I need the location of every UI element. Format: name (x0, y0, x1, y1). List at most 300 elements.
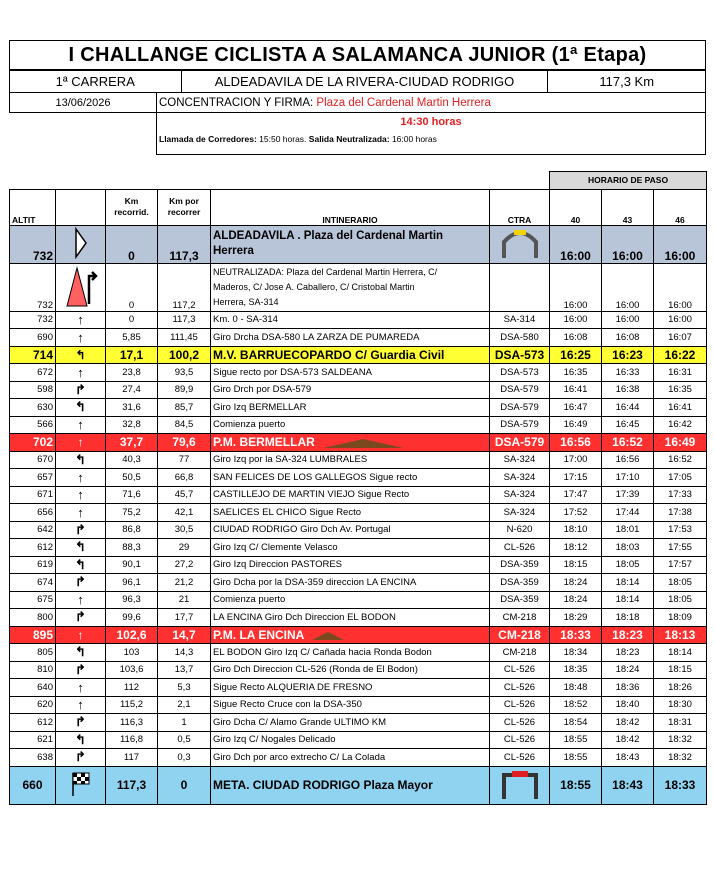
row-ctra: CM-218 (490, 644, 550, 662)
row-ctra: CL-526 (490, 749, 550, 767)
row-itinerario: Giro Dcha por la DSA-359 direccion LA ENCINA (211, 574, 490, 592)
row-km: 5,85 (106, 329, 158, 347)
turn-left-icon: ↰ (56, 556, 106, 574)
row-km: 116,8 (106, 731, 158, 749)
row-ctra: DSA-579 (490, 434, 550, 452)
row-time-40: 16:41 (550, 381, 602, 399)
straight-arrow-icon: ↑ (56, 434, 106, 452)
finish-itin: META. CIUDAD RODRIGO Plaza Mayor (211, 766, 490, 804)
row-time-40: 18:54 (550, 714, 602, 732)
straight-arrow-icon: ↑ (56, 504, 106, 522)
row-km: 71,6 (106, 486, 158, 504)
race-info-row (9, 70, 706, 93)
turn-right-icon: ↱ (56, 609, 106, 627)
finish-km: 117,3 (106, 766, 158, 804)
row-km: 75,2 (106, 504, 158, 522)
row-altit: 675 (10, 591, 56, 609)
row-km: 17,1 (106, 346, 158, 364)
route-row (10, 626, 707, 644)
row-ctra: DSA-579 (490, 416, 550, 434)
llamada-label: Llamada de Corredores: (159, 134, 257, 144)
row-ctra: SA-324 (490, 451, 550, 469)
row-time-40: 17:15 (550, 469, 602, 487)
row-ctra: DSA-580 (490, 329, 550, 347)
row-kmp: 66,8 (158, 469, 211, 487)
row-kmp: 0,3 (158, 749, 211, 767)
route-row (10, 486, 707, 504)
row-time-43: 16:23 (602, 346, 654, 364)
row-altit: 640 (10, 679, 56, 697)
route-row (10, 399, 707, 417)
straight-arrow-icon: ↑ (56, 364, 106, 382)
row-kmp: 117,3 (158, 311, 211, 329)
row-time-40: 18:52 (550, 696, 602, 714)
neutral-itin (211, 263, 490, 311)
finish-arch-icon (490, 766, 550, 804)
row-altit: 671 (10, 486, 56, 504)
row-time-46: 18:26 (654, 679, 707, 697)
row-kmp: 2,1 (158, 696, 211, 714)
horario-header: HORARIO DE PASO (550, 172, 707, 190)
row-time-43: 16:44 (602, 399, 654, 417)
row-time-40: 18:55 (550, 749, 602, 767)
col-itinerario: INTINERARIO (211, 189, 490, 225)
row-itinerario: M.V. BARRUECOPARDO C/ Guardia Civil (211, 346, 490, 364)
row-ctra: DSA-579 (490, 399, 550, 417)
neutral-t3: 16:00 (654, 263, 707, 311)
col-speed-43: 43 (602, 189, 654, 225)
row-time-43: 18:03 (602, 539, 654, 557)
route-row (10, 556, 707, 574)
checkered-flag-icon (56, 766, 106, 804)
start-arch-icon (490, 225, 550, 263)
row-altit: 810 (10, 661, 56, 679)
page-title: I CHALLANGE CICLISTA A SALAMANCA JUNIOR (1ª Etapa) (9, 40, 706, 70)
turn-left-icon: ↰ (56, 451, 106, 469)
start-itin: ALDEADAVILA . Plaza del Cardenal Martin Herrera (211, 225, 490, 263)
row-itinerario (211, 434, 490, 452)
row-itinerario: LA ENCINA Giro Dch Direccion EL BODON (211, 609, 490, 627)
start-t2: 16:00 (602, 225, 654, 263)
finish-kmp: 0 (158, 766, 211, 804)
concentracion-time: 14:30 horas (400, 116, 462, 128)
row-km: 31,6 (106, 399, 158, 417)
row-km: 115,2 (106, 696, 158, 714)
row-kmp: 14,7 (158, 626, 211, 644)
row-ctra: CL-526 (490, 714, 550, 732)
row-time-46: 18:14 (654, 644, 707, 662)
neutral-ctra (490, 263, 550, 311)
row-time-40: 18:10 (550, 521, 602, 539)
concentracion-place: Plaza del Cardenal Martin Herrera (316, 96, 491, 109)
straight-arrow-icon: ↑ (56, 486, 106, 504)
row-itinerario: Comienza puerto (211, 591, 490, 609)
row-kmp: 21 (158, 591, 211, 609)
row-time-43: 16:52 (602, 434, 654, 452)
race-distance: 117,3 Km (599, 74, 655, 89)
turn-right-icon: ↱ (56, 521, 106, 539)
row-itinerario: Giro Drch por DSA-579 (211, 381, 490, 399)
turn-right-icon: ↱ (56, 749, 106, 767)
row-km: 23,8 (106, 364, 158, 382)
row-time-40: 18:29 (550, 609, 602, 627)
neutral-t2: 16:00 (602, 263, 654, 311)
race-route: ALDEADAVILA DE LA RIVERA-CIUDAD RODRIGO (182, 71, 549, 92)
row-time-46: 16:35 (654, 381, 707, 399)
row-ctra: CL-526 (490, 661, 550, 679)
row-km: 86,8 (106, 521, 158, 539)
row-kmp: 0,5 (158, 731, 211, 749)
row-itinerario: Sigue Recto Cruce con la DSA-350 (211, 696, 490, 714)
row-ctra: N-620 (490, 521, 550, 539)
finish-row (10, 766, 707, 804)
route-row (10, 329, 707, 347)
row-ctra: SA-324 (490, 469, 550, 487)
turn-left-icon: ↰ (56, 346, 106, 364)
row-kmp: 21,2 (158, 574, 211, 592)
date-row (9, 93, 706, 113)
turn-right-icon: ↱ (56, 714, 106, 732)
row-altit: 672 (10, 364, 56, 382)
row-itinerario: Giro Izq C/ Clemente Velasco (211, 539, 490, 557)
race-date: 13/06/2026 (10, 93, 157, 112)
row-kmp: 27,2 (158, 556, 211, 574)
row-time-46: 17:53 (654, 521, 707, 539)
row-time-43: 16:00 (602, 311, 654, 329)
row-itinerario: Giro Izq BERMELLAR (211, 399, 490, 417)
route-row (10, 696, 707, 714)
row-km: 112 (106, 679, 158, 697)
row-altit: 598 (10, 381, 56, 399)
row-time-43: 18:36 (602, 679, 654, 697)
llamada-time: 15:50 horas. (259, 134, 307, 144)
row-ctra: DSA-359 (490, 591, 550, 609)
row-itinerario: Comienza puerto (211, 416, 490, 434)
row-altit: 732 (10, 311, 56, 329)
row-time-40: 18:48 (550, 679, 602, 697)
row-itinerario: CASTILLEJO DE MARTIN VIEJO Sigue Recto (211, 486, 490, 504)
row-altit: 630 (10, 399, 56, 417)
row-time-43: 18:18 (602, 609, 654, 627)
row-itinerario: Giro Izq C/ Nogales Delicado (211, 731, 490, 749)
race-number: 1ª CARRERA (10, 71, 182, 92)
row-ctra: DSA-573 (490, 364, 550, 382)
neutral-row (10, 263, 707, 311)
row-time-43: 18:42 (602, 731, 654, 749)
row-altit: 800 (10, 609, 56, 627)
row-altit: 656 (10, 504, 56, 522)
salida-label: Salida Neutralizada: (308, 134, 390, 144)
finish-t2: 18:43 (602, 766, 654, 804)
row-time-40: 16:25 (550, 346, 602, 364)
row-time-46: 17:33 (654, 486, 707, 504)
row-time-43: 18:14 (602, 574, 654, 592)
header-row-top (10, 172, 707, 190)
row-itinerario: Giro Drcha DSA-580 LA ZARZA DE PUMAREDA (211, 329, 490, 347)
row-time-43: 17:44 (602, 504, 654, 522)
route-row (10, 364, 707, 382)
row-time-40: 18:34 (550, 644, 602, 662)
row-km: 116,3 (106, 714, 158, 732)
row-itinerario: Sigue Recto ALQUERIA DE FRESNO (211, 679, 490, 697)
row-time-43: 16:45 (602, 416, 654, 434)
row-itinerario: CIUDAD RODRIGO Giro Dch Av. Portugal (211, 521, 490, 539)
row-kmp: 79,6 (158, 434, 211, 452)
row-itinerario: SAN FELICES DE LOS GALLEGOS Sigue recto (211, 469, 490, 487)
row-time-40: 16:56 (550, 434, 602, 452)
row-altit: 620 (10, 696, 56, 714)
turn-left-icon: ↰ (56, 644, 106, 662)
header-row (10, 189, 707, 225)
row-km: 0 (106, 311, 158, 329)
route-row (10, 346, 707, 364)
row-kmp: 77 (158, 451, 211, 469)
col-icon (56, 189, 106, 225)
row-time-40: 16:08 (550, 329, 602, 347)
row-time-43: 18:43 (602, 749, 654, 767)
row-time-40: 18:33 (550, 626, 602, 644)
row-km: 90,1 (106, 556, 158, 574)
start-row (10, 225, 707, 263)
row-km: 103 (106, 644, 158, 662)
straight-arrow-icon: ↑ (56, 469, 106, 487)
neutral-itin-line1: NEUTRALIZADA: Plaza del Cardenal Martin Herrera, C/ (213, 266, 438, 277)
col-km-rec: Km recorrid. (106, 189, 158, 225)
row-time-46: 18:32 (654, 731, 707, 749)
row-itinerario: Giro Dch por arco extrecho C/ La Colada (211, 749, 490, 767)
row-ctra: DSA-359 (490, 556, 550, 574)
row-ctra: CM-218 (490, 609, 550, 627)
row-kmp: 93,5 (158, 364, 211, 382)
finish-t3: 18:33 (654, 766, 707, 804)
row-altit: 612 (10, 714, 56, 732)
row-time-46: 18:15 (654, 661, 707, 679)
row-itinerario: EL BODON Giro Izq C/ Cañada hacia Ronda Bodon (211, 644, 490, 662)
neutral-itin-line3: Herrera, SA-314 (213, 296, 279, 307)
row-ctra: SA-324 (490, 504, 550, 522)
row-kmp: 1 (158, 714, 211, 732)
row-time-46: 18:13 (654, 626, 707, 644)
row-time-40: 17:52 (550, 504, 602, 522)
row-ctra: CL-526 (490, 696, 550, 714)
col-km-por: Km por recorrer (158, 189, 211, 225)
turn-right-icon: ↱ (56, 574, 106, 592)
row-time-46: 16:52 (654, 451, 707, 469)
row-altit: 670 (10, 451, 56, 469)
row-time-46: 16:41 (654, 399, 707, 417)
start-kmp: 117,3 (158, 225, 211, 263)
row-kmp: 111,45 (158, 329, 211, 347)
row-kmp: 17,7 (158, 609, 211, 627)
row-time-40: 16:49 (550, 416, 602, 434)
row-kmp: 89,9 (158, 381, 211, 399)
neutral-start-icon (56, 263, 106, 311)
row-kmp: 45,7 (158, 486, 211, 504)
col-altit: ALTIT (10, 189, 56, 225)
straight-arrow-icon: ↑ (56, 591, 106, 609)
row-time-46: 17:55 (654, 539, 707, 557)
llamada-line (157, 134, 705, 144)
row-km: 50,5 (106, 469, 158, 487)
row-time-46: 18:05 (654, 591, 707, 609)
row-time-46: 18:30 (654, 696, 707, 714)
turn-left-icon: ↰ (56, 539, 106, 557)
row-altit: 674 (10, 574, 56, 592)
route-row (10, 731, 707, 749)
row-time-46: 17:38 (654, 504, 707, 522)
row-time-46: 16:49 (654, 434, 707, 452)
concentracion-label: CONCENTRACION Y FIRMA: (159, 96, 314, 109)
row-time-46: 16:42 (654, 416, 707, 434)
row-itinerario-text: P.M. LA ENCINA (213, 627, 305, 642)
route-row (10, 591, 707, 609)
row-altit: 612 (10, 539, 56, 557)
row-km: 102,6 (106, 626, 158, 644)
row-ctra: CL-526 (490, 731, 550, 749)
row-ctra: SA-324 (490, 486, 550, 504)
row-itinerario: Giro Dcha C/ Alamo Grande ULTIMO KM (211, 714, 490, 732)
row-kmp: 100,2 (158, 346, 211, 364)
row-time-40: 17:00 (550, 451, 602, 469)
row-ctra: SA-314 (490, 311, 550, 329)
row-km: 37,7 (106, 434, 158, 452)
route-row (10, 749, 707, 767)
row-time-43: 18:23 (602, 626, 654, 644)
turn-right-icon: ↱ (56, 661, 106, 679)
row-km: 88,3 (106, 539, 158, 557)
row-ctra: DSA-573 (490, 346, 550, 364)
route-row (10, 381, 707, 399)
row-altit: 638 (10, 749, 56, 767)
route-row (10, 311, 707, 329)
start-t1: 16:00 (550, 225, 602, 263)
row-time-40: 18:24 (550, 591, 602, 609)
row-itinerario: Km. 0 - SA-314 (211, 311, 490, 329)
turn-left-icon: ↰ (56, 731, 106, 749)
row-km: 40,3 (106, 451, 158, 469)
row-itinerario-text: P.M. BERMELLAR (213, 435, 315, 450)
row-itinerario: Giro Izq por la SA-324 LUMBRALES (211, 451, 490, 469)
row-time-46: 16:00 (654, 311, 707, 329)
salida-time: 16:00 horas (391, 134, 437, 144)
row-time-46: 18:31 (654, 714, 707, 732)
row-time-43: 17:10 (602, 469, 654, 487)
row-time-46: 16:22 (654, 346, 707, 364)
start-gate-icon (56, 225, 106, 263)
straight-arrow-icon: ↑ (56, 626, 106, 644)
schedule-box (156, 113, 706, 155)
row-km: 117 (106, 749, 158, 767)
row-time-40: 16:00 (550, 311, 602, 329)
row-time-46: 17:05 (654, 469, 707, 487)
turn-left-icon: ↰ (56, 399, 106, 417)
route-row (10, 434, 707, 452)
row-time-40: 18:55 (550, 731, 602, 749)
row-altit: 619 (10, 556, 56, 574)
row-time-43: 18:24 (602, 661, 654, 679)
row-time-46: 16:07 (654, 329, 707, 347)
row-ctra: CL-526 (490, 679, 550, 697)
straight-arrow-icon: ↑ (56, 679, 106, 697)
row-time-40: 17:47 (550, 486, 602, 504)
row-km: 99,6 (106, 609, 158, 627)
row-km: 103,6 (106, 661, 158, 679)
row-time-43: 16:56 (602, 451, 654, 469)
turn-right-icon: ↱ (56, 381, 106, 399)
row-ctra: DSA-359 (490, 574, 550, 592)
straight-arrow-icon: ↑ (56, 311, 106, 329)
neutral-km: 0 (106, 263, 158, 311)
row-altit: 714 (10, 346, 56, 364)
row-time-40: 18:35 (550, 661, 602, 679)
row-itinerario: Sigue recto por DSA-573 SALDEANA (211, 364, 490, 382)
row-altit: 657 (10, 469, 56, 487)
col-speed-40: 40 (550, 189, 602, 225)
col-ctra: CTRA (490, 189, 550, 225)
route-row (10, 644, 707, 662)
row-altit: 702 (10, 434, 56, 452)
route-row (10, 504, 707, 522)
row-km: 96,3 (106, 591, 158, 609)
row-km: 32,8 (106, 416, 158, 434)
row-itinerario: Giro Dch Direccion CL-526 (Ronda de El Bodon) (211, 661, 490, 679)
row-time-40: 18:12 (550, 539, 602, 557)
route-row (10, 539, 707, 557)
row-time-43: 18:42 (602, 714, 654, 732)
route-row (10, 416, 707, 434)
row-altit: 805 (10, 644, 56, 662)
row-altit: 566 (10, 416, 56, 434)
row-km: 27,4 (106, 381, 158, 399)
straight-arrow-icon: ↑ (56, 696, 106, 714)
row-ctra: CM-218 (490, 626, 550, 644)
row-time-40: 16:35 (550, 364, 602, 382)
row-itinerario: SAELICES EL CHICO Sigue Recto (211, 504, 490, 522)
row-kmp: 14,3 (158, 644, 211, 662)
start-altit: 732 (10, 225, 56, 263)
row-time-43: 18:05 (602, 556, 654, 574)
row-time-43: 16:38 (602, 381, 654, 399)
route-table (9, 171, 707, 805)
row-time-43: 18:14 (602, 591, 654, 609)
start-t3: 16:00 (654, 225, 707, 263)
row-time-43: 17:39 (602, 486, 654, 504)
row-altit: 642 (10, 521, 56, 539)
row-time-43: 16:08 (602, 329, 654, 347)
row-kmp: 30,5 (158, 521, 211, 539)
row-kmp: 85,7 (158, 399, 211, 417)
row-altit: 895 (10, 626, 56, 644)
route-row (10, 714, 707, 732)
row-ctra: DSA-579 (490, 381, 550, 399)
row-time-46: 18:32 (654, 749, 707, 767)
straight-arrow-icon: ↑ (56, 329, 106, 347)
row-ctra: CL-526 (490, 539, 550, 557)
concentracion (157, 93, 705, 112)
row-time-43: 18:23 (602, 644, 654, 662)
row-time-43: 16:33 (602, 364, 654, 382)
neutral-kmp: 117,2 (158, 263, 211, 311)
finish-t1: 18:55 (550, 766, 602, 804)
row-kmp: 29 (158, 539, 211, 557)
route-row (10, 609, 707, 627)
route-row (10, 451, 707, 469)
row-km: 96,1 (106, 574, 158, 592)
row-kmp: 5,3 (158, 679, 211, 697)
row-time-43: 18:40 (602, 696, 654, 714)
row-time-46: 16:31 (654, 364, 707, 382)
route-row (10, 521, 707, 539)
